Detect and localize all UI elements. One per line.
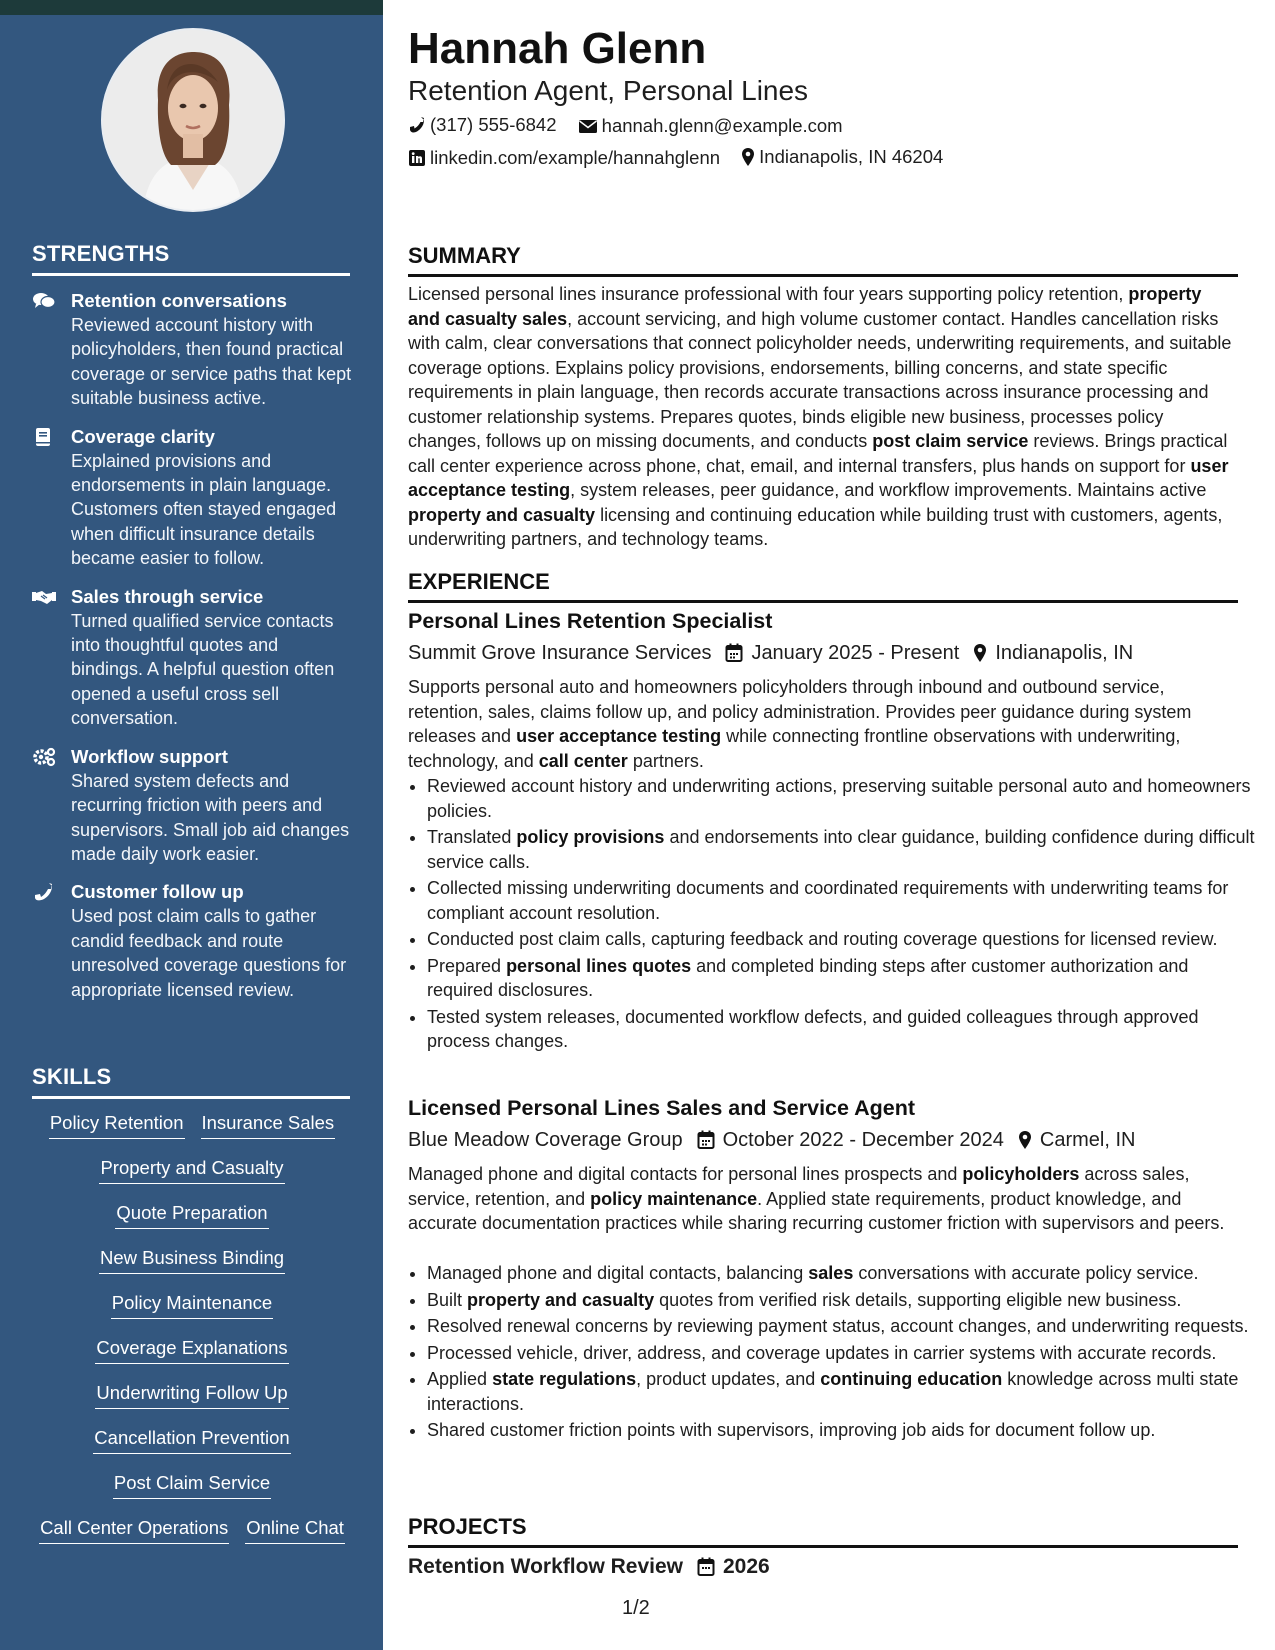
strength-title: Coverage clarity <box>71 425 215 447</box>
job-title: Personal Lines Retention Specialist <box>408 609 773 633</box>
summary-text: Licensed personal lines insurance professional with four years supporting policy retention, property and casualty sales, account servicing, and high volume customer contact. Handles cancellation risks with calm, clear conversations that connect policyholder needs, underwriting requirements, and suitable coverage options. Explains policy provisions, endorsements, billing concerns, and state specific requirements in plain language, then records accurate transactions across insurance processing and customer relationship systems. Prepares quotes, binds eligible new business, processes policy changes, follows up on missing documents, and conducts post claim service reviews. Brings practical call center experience across phone, chat, email, and internal transfers, plus hands on support for user acceptance testing, system releases, peer guidance, and workflow improvements. Maintains active property and casualty licensing and continuing education while building trust with customers, agents, underwriting partners, and technology teams. <box>408 284 1232 549</box>
job-location: Indianapolis, IN <box>973 640 1133 666</box>
email-contact[interactable] <box>578 114 843 138</box>
phone-number: (317) 555-6842 <box>430 114 557 135</box>
experience-heading: EXPERIENCE <box>408 569 1238 603</box>
strengths-list <box>32 289 352 1016</box>
bullet-item: • Collected missing underwriting documents and coordinated requirements with underwriting teams for compliant account resolution. <box>427 876 1257 925</box>
job-title: Licensed Personal Lines Sales and Service Agent <box>408 1096 916 1120</box>
bullet-item: • Tested system releases, documented workflow defects, and guided colleagues through approved process changes. <box>427 1005 1257 1054</box>
handshake-icon <box>32 587 56 607</box>
strength-title: Workflow support <box>71 745 228 767</box>
calendar-icon <box>725 643 743 663</box>
projects-heading: PROJECTS <box>408 1514 1238 1548</box>
job-meta <box>408 1127 1149 1153</box>
strength-title: Retention conversations <box>71 290 287 311</box>
strength-item <box>32 745 352 867</box>
bullet-item: • Conducted post claim calls, capturing feedback and routing coverage questions for licensed review. <box>427 927 1257 952</box>
skill-tag: Policy Maintenance <box>111 1291 273 1319</box>
job-location: Carmel, IN <box>1018 1127 1136 1153</box>
contact-line-2 <box>408 145 959 173</box>
phone-contact <box>408 113 557 137</box>
location-contact <box>741 145 943 169</box>
linkedin-contact[interactable] <box>408 146 720 170</box>
bullet-item: • Built property and casualty quotes from verified risk details, supporting eligible new business. <box>427 1288 1257 1313</box>
skill-tag: Call Center Operations <box>39 1516 229 1544</box>
skill-tag: Cancellation Prevention <box>93 1426 290 1454</box>
bullet-item: • Translated policy provisions and endorsements into clear guidance, building confidence during difficult service calls. <box>427 825 1257 874</box>
strength-item <box>32 289 352 411</box>
strength-title: Customer follow up <box>71 881 244 903</box>
bullet-item: • Shared customer friction points with supervisors, improving job aids for document follow up. <box>427 1418 1257 1443</box>
bullet-item: • Prepared personal lines quotes and completed binding steps after customer authorization and required disclosures. <box>427 954 1257 1003</box>
skill-tag: Insurance Sales <box>201 1111 336 1139</box>
envelope-icon <box>578 118 598 134</box>
skills-list <box>22 1111 362 1561</box>
location-text: Indianapolis, IN 46204 <box>759 146 944 167</box>
candidate-title: Retention Agent, Personal Lines <box>408 75 809 106</box>
strength-item <box>32 585 352 731</box>
skill-tag: Coverage Explanations <box>95 1336 288 1364</box>
skill-tag: Post Claim Service <box>113 1471 271 1499</box>
company-name: Summit Grove Insurance Services <box>408 642 712 664</box>
project-year: 2026 <box>697 1554 770 1580</box>
strength-item <box>32 425 352 571</box>
calendar-icon <box>697 1557 715 1577</box>
page-number: 1/2 <box>622 1597 650 1619</box>
map-pin-icon <box>973 643 987 663</box>
top-accent-bar <box>0 0 383 15</box>
chat-bubbles-icon <box>32 291 56 311</box>
linkedin-icon <box>408 149 426 167</box>
bullet-item: • Reviewed account history and underwriting actions, preserving suitable personal auto and homeowners policies. <box>427 774 1257 823</box>
strengths-heading: STRENGTHS <box>32 241 350 276</box>
strength-desc: Used post claim calls to gather candid feedback and route unresolved coverage questions for appropriate licensed review. <box>71 906 347 1000</box>
skills-heading: SKILLS <box>32 1064 350 1099</box>
job-bullets <box>408 774 1257 1056</box>
skill-tag: Quote Preparation <box>115 1201 268 1229</box>
bullet-item: • Applied state regulations, product updates, and continuing education knowledge across multi state interactions. <box>427 1367 1257 1416</box>
profile-photo <box>101 28 285 212</box>
bullet-item: • Processed vehicle, driver, address, and coverage updates in carrier systems with accurate records. <box>427 1341 1257 1366</box>
skill-tag: Underwriting Follow Up <box>95 1381 288 1409</box>
job-meta <box>408 640 1147 666</box>
map-pin-icon <box>741 147 755 167</box>
project-item <box>408 1554 784 1580</box>
gears-icon <box>32 747 56 767</box>
skill-tag: Policy Retention <box>49 1111 185 1139</box>
job-bullets <box>408 1261 1257 1445</box>
job-dates: January 2025 - Present <box>725 640 959 666</box>
skill-tag: Property and Casualty <box>99 1156 284 1184</box>
project-title: Retention Workflow Review <box>408 1555 683 1578</box>
phone-icon <box>408 116 426 134</box>
summary-heading: SUMMARY <box>408 243 1238 277</box>
email-address[interactable]: hannah.glenn@example.com <box>601 115 843 136</box>
linkedin-url[interactable]: linkedin.com/example/hannahglenn <box>430 147 721 168</box>
strength-desc: Turned qualified service contacts into thoughtful quotes and bindings. A helpful question often opened a useful cross sell conversation. <box>71 610 335 729</box>
map-pin-icon <box>1018 1130 1032 1150</box>
job-description: Managed phone and digital contacts for personal lines prospects and policyholders across sales, service, retention, and policy maintenance. Applied state requirements, product knowledge, and accurate documentation practices while sharing recurring customer friction with supervisors and peers. <box>408 1164 1225 1233</box>
company-name: Blue Meadow Coverage Group <box>408 1129 683 1151</box>
sidebar <box>0 0 383 1650</box>
bullet-item: • Resolved renewal concerns by reviewing payment status, account changes, and underwriting requests. <box>427 1314 1257 1339</box>
skill-tag: Online Chat <box>245 1516 345 1544</box>
strength-desc: Reviewed account history with policyholders, then found practical coverage or service paths that kept suitable business active. <box>71 315 352 409</box>
calendar-icon <box>697 1130 715 1150</box>
skill-tag: New Business Binding <box>99 1246 285 1274</box>
strength-title: Sales through service <box>71 585 264 607</box>
strength-item <box>32 880 352 1002</box>
candidate-name: Hannah Glenn <box>408 24 707 73</box>
contact-line-1 <box>408 113 859 140</box>
phone-icon <box>32 882 56 902</box>
strength-desc: Shared system defects and recurring friction with peers and supervisors. Small job aid changes made daily work easier. <box>71 770 350 864</box>
bullet-item: • Managed phone and digital contacts, balancing sales conversations with accurate policy service. <box>427 1261 1257 1286</box>
job-description: Supports personal auto and homeowners policyholders through inbound and outbound service, retention, sales, claims follow up, and policy administration. Provides peer guidance during system releases and user acceptance testing while connecting frontline observations with underwriting, technology, and call center partners. <box>408 677 1192 771</box>
book-icon <box>32 427 56 447</box>
strength-desc: Explained provisions and endorsements in plain language. Customers often stayed engaged when difficult insurance details became easier to follow. <box>71 450 337 569</box>
job-dates: October 2022 - December 2024 <box>697 1127 1004 1153</box>
